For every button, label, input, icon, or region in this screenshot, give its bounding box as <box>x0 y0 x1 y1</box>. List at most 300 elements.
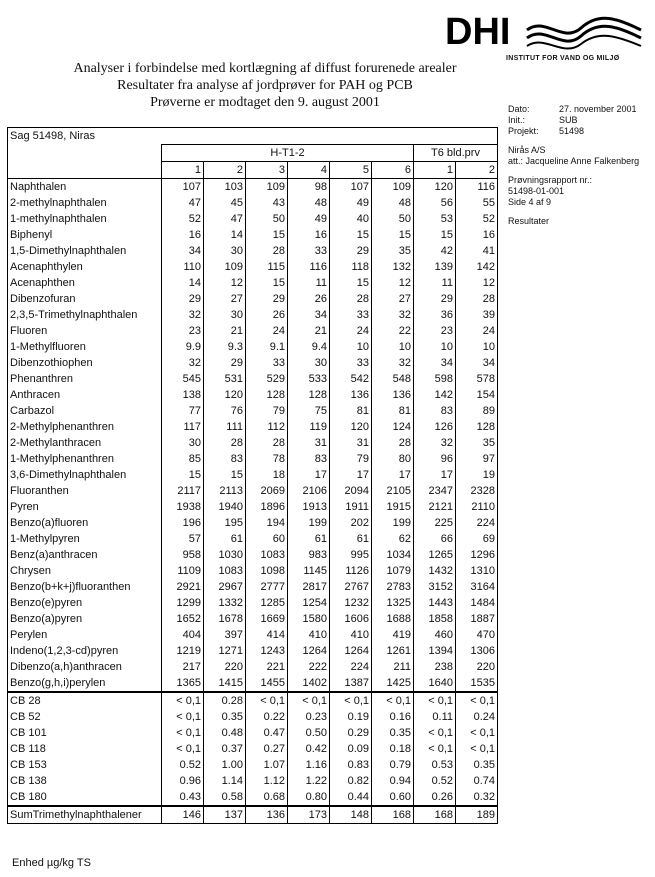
cell-value: 50 <box>372 211 414 227</box>
cell-value: 1535 <box>456 675 498 692</box>
row-label: Dibenzofuran <box>8 291 162 307</box>
cell-value: 548 <box>372 371 414 387</box>
pcb-row <box>8 741 498 757</box>
cell-value: 2121 <box>414 499 456 515</box>
cell-value: 12 <box>372 275 414 291</box>
cell-value: 120 <box>330 419 372 435</box>
cell-value: 2328 <box>456 483 498 499</box>
cell-value: 1219 <box>162 643 204 659</box>
cell-value: 220 <box>456 659 498 675</box>
cell-value: 196 <box>162 515 204 531</box>
pah-row <box>8 499 498 515</box>
cell-value: 1484 <box>456 595 498 611</box>
unit-footer: Enhed µg/kg TS <box>12 857 91 869</box>
sum-row <box>8 806 498 824</box>
pcb-row <box>8 789 498 806</box>
pah-row <box>8 275 498 291</box>
cell-value: 1443 <box>414 595 456 611</box>
cell-value: 32 <box>414 435 456 451</box>
cell-value: 15 <box>330 227 372 243</box>
cell-value: 1365 <box>162 675 204 692</box>
cell-value: 116 <box>288 259 330 275</box>
cell-value: 19 <box>456 467 498 483</box>
cell-value: 33 <box>288 243 330 259</box>
cell-value: 9.4 <box>288 339 330 355</box>
cell-value: 17 <box>288 467 330 483</box>
cell-value: 3164 <box>456 579 498 595</box>
page-indicator: Side 4 af 9 <box>508 197 552 207</box>
cell-value: 1678 <box>204 611 246 627</box>
pah-row <box>8 515 498 531</box>
row-label: 1-methylnaphthalen <box>8 211 162 227</box>
cell-value: 2921 <box>162 579 204 595</box>
pcb-row <box>8 757 498 773</box>
cell-value: 238 <box>414 659 456 675</box>
cell-value: 1261 <box>372 643 414 659</box>
row-label: Benzo(e)pyren <box>8 595 162 611</box>
cell-value: 154 <box>456 387 498 403</box>
cell-value: 120 <box>414 179 456 196</box>
pah-row <box>8 179 498 196</box>
init-value: SUB <box>559 115 578 125</box>
cell-value: 27 <box>204 291 246 307</box>
cell-value: 31 <box>288 435 330 451</box>
cell-value: 16 <box>288 227 330 243</box>
cell-value: 168 <box>372 806 414 824</box>
cell-value: 1402 <box>288 675 330 692</box>
cell-value: 148 <box>330 806 372 824</box>
cell-value: 2106 <box>288 483 330 499</box>
cell-value: 30 <box>204 307 246 323</box>
cell-value: 958 <box>162 547 204 563</box>
sample-number: 4 <box>288 162 330 179</box>
cell-value: 0.80 <box>288 789 330 806</box>
cell-value: 18 <box>246 467 288 483</box>
cell-value: 15 <box>204 467 246 483</box>
cell-value: 146 <box>162 806 204 824</box>
cell-value: 220 <box>204 659 246 675</box>
cell-value: 136 <box>246 806 288 824</box>
cell-value: 194 <box>246 515 288 531</box>
cell-value: 137 <box>204 806 246 824</box>
cell-value: 34 <box>288 307 330 323</box>
pah-row <box>8 595 498 611</box>
cell-value: 529 <box>246 371 288 387</box>
cell-value: 61 <box>288 531 330 547</box>
cell-value: 21 <box>204 323 246 339</box>
cell-value: 1.22 <box>288 773 330 789</box>
pah-row <box>8 243 498 259</box>
row-label: Chrysen <box>8 563 162 579</box>
cell-value: 69 <box>456 531 498 547</box>
cell-value: 1271 <box>204 643 246 659</box>
sample-number: 2 <box>204 162 246 179</box>
cell-value: 2105 <box>372 483 414 499</box>
sample-number: 2 <box>456 162 498 179</box>
cell-value: 419 <box>372 627 414 643</box>
cell-value: 29 <box>330 243 372 259</box>
cell-value: 34 <box>414 355 456 371</box>
cell-value: 470 <box>456 627 498 643</box>
cell-value: 48 <box>372 195 414 211</box>
cell-value: < 0,1 <box>162 709 204 725</box>
cell-value: 36 <box>414 307 456 323</box>
group-h-t1-2: H-T1-2 <box>162 145 414 162</box>
cell-value: 81 <box>372 403 414 419</box>
cell-value: 120 <box>204 387 246 403</box>
cell-value: 1.12 <box>246 773 288 789</box>
pah-row <box>8 291 498 307</box>
cell-value: 221 <box>246 659 288 675</box>
sample-number: 1 <box>162 162 204 179</box>
row-label: CB 101 <box>8 725 162 741</box>
cell-value: 28 <box>372 435 414 451</box>
cell-value: 2967 <box>204 579 246 595</box>
cell-value: 116 <box>456 179 498 196</box>
cell-value: 10 <box>372 339 414 355</box>
cell-value: 2117 <box>162 483 204 499</box>
pah-row <box>8 371 498 387</box>
cell-value: 199 <box>288 515 330 531</box>
cell-value: 29 <box>162 291 204 307</box>
cell-value: 16 <box>456 227 498 243</box>
pah-row <box>8 643 498 659</box>
case-row <box>8 128 498 145</box>
cell-value: < 0,1 <box>414 692 456 709</box>
cell-value: 1296 <box>456 547 498 563</box>
cell-value: 0.37 <box>204 741 246 757</box>
cell-value: 1887 <box>456 611 498 627</box>
cell-value: 2069 <box>246 483 288 499</box>
row-label: CB 28 <box>8 692 162 709</box>
row-label: Dibenzothiophen <box>8 355 162 371</box>
cell-value: 1.16 <box>288 757 330 773</box>
cell-value: 12 <box>204 275 246 291</box>
cell-value: 126 <box>414 419 456 435</box>
cell-value: 10 <box>414 339 456 355</box>
cell-value: 1079 <box>372 563 414 579</box>
cell-value: 112 <box>246 419 288 435</box>
cell-value: 117 <box>162 419 204 435</box>
cell-value: 17 <box>372 467 414 483</box>
cell-value: 0.35 <box>204 709 246 725</box>
cell-value: 55 <box>456 195 498 211</box>
cell-value: 21 <box>288 323 330 339</box>
cell-value: 32 <box>162 307 204 323</box>
cell-value: 0.74 <box>456 773 498 789</box>
cell-value: 33 <box>330 307 372 323</box>
cell-value: 14 <box>204 227 246 243</box>
cell-value: < 0,1 <box>162 692 204 709</box>
cell-value: 49 <box>288 211 330 227</box>
row-label: Benzo(a)pyren <box>8 611 162 627</box>
cell-value: 1911 <box>330 499 372 515</box>
cell-value: 0.82 <box>330 773 372 789</box>
cell-value: 138 <box>162 387 204 403</box>
pah-row <box>8 483 498 499</box>
cell-value: 225 <box>414 515 456 531</box>
row-label: Benz(a)anthracen <box>8 547 162 563</box>
row-label: Biphenyl <box>8 227 162 243</box>
cell-value: 109 <box>204 259 246 275</box>
cell-value: 222 <box>288 659 330 675</box>
row-label: CB 138 <box>8 773 162 789</box>
cell-value: 410 <box>288 627 330 643</box>
pcb-row <box>8 709 498 725</box>
pah-row <box>8 675 498 692</box>
cell-value: 1098 <box>246 563 288 579</box>
cell-value: 460 <box>414 627 456 643</box>
cell-value: 119 <box>288 419 330 435</box>
cell-value: 23 <box>414 323 456 339</box>
sample-number: 5 <box>330 162 372 179</box>
case-label: Sag 51498, Niras <box>8 128 498 145</box>
cell-value: 22 <box>372 323 414 339</box>
cell-value: 83 <box>414 403 456 419</box>
cell-value: 0.94 <box>372 773 414 789</box>
cell-value: 17 <box>414 467 456 483</box>
pah-row <box>8 195 498 211</box>
cell-value: 80 <box>372 451 414 467</box>
cell-value: 139 <box>414 259 456 275</box>
cell-value: 2817 <box>288 579 330 595</box>
cell-value: 30 <box>204 243 246 259</box>
cell-value: 47 <box>162 195 204 211</box>
cell-value: 0.27 <box>246 741 288 757</box>
cell-value: 47 <box>204 211 246 227</box>
pah-row <box>8 627 498 643</box>
cell-value: 1.07 <box>246 757 288 773</box>
cell-value: 26 <box>246 307 288 323</box>
cell-value: 578 <box>456 371 498 387</box>
row-label: Benzo(a)fluoren <box>8 515 162 531</box>
cell-value: 56 <box>414 195 456 211</box>
row-label: 2-methylnaphthalen <box>8 195 162 211</box>
group-header-row <box>8 145 498 162</box>
cell-value: 1938 <box>162 499 204 515</box>
cell-value: 168 <box>414 806 456 824</box>
cell-value: 75 <box>288 403 330 419</box>
cell-value: 1394 <box>414 643 456 659</box>
cell-value: 2347 <box>414 483 456 499</box>
cell-value: 24 <box>456 323 498 339</box>
cell-value: 0.19 <box>330 709 372 725</box>
cell-value: 2767 <box>330 579 372 595</box>
row-label: 2-Methylanthracen <box>8 435 162 451</box>
cell-value: 1940 <box>204 499 246 515</box>
cell-value: 12 <box>456 275 498 291</box>
sample-number: 6 <box>372 162 414 179</box>
cell-value: 66 <box>414 531 456 547</box>
cell-value: 2777 <box>246 579 288 595</box>
cell-value: 98 <box>288 179 330 196</box>
pah-row <box>8 579 498 595</box>
cell-value: 10 <box>330 339 372 355</box>
pah-row <box>8 323 498 339</box>
cell-value: 531 <box>204 371 246 387</box>
row-label: CB 153 <box>8 757 162 773</box>
cell-value: 2094 <box>330 483 372 499</box>
cell-value: 107 <box>162 179 204 196</box>
cell-value: 983 <box>288 547 330 563</box>
cell-value: 1896 <box>246 499 288 515</box>
cell-value: 10 <box>456 339 498 355</box>
cell-value: 0.29 <box>330 725 372 741</box>
sample-number: 1 <box>414 162 456 179</box>
row-label: Fluoren <box>8 323 162 339</box>
cell-value: 30 <box>162 435 204 451</box>
cell-value: 14 <box>162 275 204 291</box>
cell-value: 110 <box>162 259 204 275</box>
cell-value: 39 <box>456 307 498 323</box>
report-heading <box>40 60 490 111</box>
cell-value: 79 <box>330 451 372 467</box>
pah-row <box>8 451 498 467</box>
cell-value: 0.26 <box>414 789 456 806</box>
cell-value: 0.83 <box>330 757 372 773</box>
cell-value: 1232 <box>330 595 372 611</box>
dato-label: Dato: <box>508 104 530 114</box>
cell-value: 53 <box>414 211 456 227</box>
row-label: Naphthalen <box>8 179 162 196</box>
cell-value: 79 <box>246 403 288 419</box>
cell-value: 0.60 <box>372 789 414 806</box>
cell-value: < 0,1 <box>246 692 288 709</box>
pah-row <box>8 467 498 483</box>
pah-row <box>8 531 498 547</box>
cell-value: 45 <box>204 195 246 211</box>
cell-value: 35 <box>456 435 498 451</box>
cell-value: 397 <box>204 627 246 643</box>
row-label: Phenanthren <box>8 371 162 387</box>
cell-value: 173 <box>288 806 330 824</box>
cell-value: 1325 <box>372 595 414 611</box>
row-label: Anthracen <box>8 387 162 403</box>
row-label: 1-Methylphenanthren <box>8 451 162 467</box>
sample-number-row <box>8 162 498 179</box>
cell-value: 1310 <box>456 563 498 579</box>
row-label: Acenaphthylen <box>8 259 162 275</box>
cell-value: < 0,1 <box>162 741 204 757</box>
cell-value: 1415 <box>204 675 246 692</box>
cell-value: 1432 <box>414 563 456 579</box>
cell-value: 2113 <box>204 483 246 499</box>
cell-value: 136 <box>330 387 372 403</box>
cell-value: 217 <box>162 659 204 675</box>
cell-value: 1387 <box>330 675 372 692</box>
row-label: CB 118 <box>8 741 162 757</box>
cell-value: 0.22 <box>246 709 288 725</box>
projekt-label: Projekt: <box>508 126 539 136</box>
pah-row <box>8 211 498 227</box>
group-t6-bld-prv: T6 bld.prv <box>414 145 498 162</box>
cell-value: 1332 <box>204 595 246 611</box>
cell-value: 15 <box>246 275 288 291</box>
cell-value: 0.79 <box>372 757 414 773</box>
cell-value: 128 <box>288 387 330 403</box>
cell-value: 42 <box>414 243 456 259</box>
cell-value: 34 <box>162 243 204 259</box>
cell-value: < 0,1 <box>456 692 498 709</box>
cell-value: 132 <box>372 259 414 275</box>
client-name: Nirås A/S <box>508 145 546 155</box>
row-label: Indeno(1,2,3-cd)pyren <box>8 643 162 659</box>
report-number-block <box>508 175 639 208</box>
cell-value: 11 <box>288 275 330 291</box>
cell-value: 1455 <box>246 675 288 692</box>
cell-value: 109 <box>372 179 414 196</box>
pcb-row <box>8 692 498 709</box>
cell-value: 0.50 <box>288 725 330 741</box>
cell-value: 0.48 <box>204 725 246 741</box>
row-label: Dibenzo(a,h)anthracen <box>8 659 162 675</box>
row-label: Benzo(b+k+j)fluoranthen <box>8 579 162 595</box>
report-meta <box>508 104 639 227</box>
cell-value: 103 <box>204 179 246 196</box>
cell-value: 28 <box>456 291 498 307</box>
cell-value: 1126 <box>330 563 372 579</box>
cell-value: 1109 <box>162 563 204 579</box>
cell-value: 0.43 <box>162 789 204 806</box>
cell-value: 33 <box>330 355 372 371</box>
cell-value: 142 <box>456 259 498 275</box>
results-table <box>7 127 498 824</box>
cell-value: 0.28 <box>204 692 246 709</box>
cell-value: < 0,1 <box>372 692 414 709</box>
cell-value: 57 <box>162 531 204 547</box>
cell-value: 1.00 <box>204 757 246 773</box>
cell-value: 60 <box>246 531 288 547</box>
cell-value: 34 <box>456 355 498 371</box>
cell-value: 0.11 <box>414 709 456 725</box>
cell-value: 83 <box>204 451 246 467</box>
cell-value: 1425 <box>372 675 414 692</box>
cell-value: 1299 <box>162 595 204 611</box>
row-label: Benzo(g,h,i)perylen <box>8 675 162 692</box>
cell-value: 1030 <box>204 547 246 563</box>
cell-value: 28 <box>246 435 288 451</box>
logo-subtitle: INSTITUT FOR VAND OG MILJØ <box>506 55 620 62</box>
cell-value: 1669 <box>246 611 288 627</box>
report-label: Prøvningsrapport nr.: <box>508 175 593 185</box>
cell-value: 1034 <box>372 547 414 563</box>
cell-value: 28 <box>246 243 288 259</box>
cell-value: 2110 <box>456 499 498 515</box>
cell-value: 224 <box>330 659 372 675</box>
pah-row <box>8 403 498 419</box>
cell-value: 142 <box>414 387 456 403</box>
cell-value: 0.58 <box>204 789 246 806</box>
cell-value: 0.53 <box>414 757 456 773</box>
cell-value: 0.09 <box>330 741 372 757</box>
cell-value: 1652 <box>162 611 204 627</box>
cell-value: 1264 <box>330 643 372 659</box>
cell-value: 0.52 <box>162 757 204 773</box>
cell-value: 533 <box>288 371 330 387</box>
cell-value: 26 <box>288 291 330 307</box>
cell-value: 9.3 <box>204 339 246 355</box>
pah-row <box>8 435 498 451</box>
cell-value: 1580 <box>288 611 330 627</box>
cell-value: 118 <box>330 259 372 275</box>
cell-value: 43 <box>246 195 288 211</box>
cell-value: 81 <box>330 403 372 419</box>
pah-row <box>8 659 498 675</box>
cell-value: 598 <box>414 371 456 387</box>
pah-row <box>8 307 498 323</box>
cell-value: 28 <box>330 291 372 307</box>
cell-value: 15 <box>330 275 372 291</box>
